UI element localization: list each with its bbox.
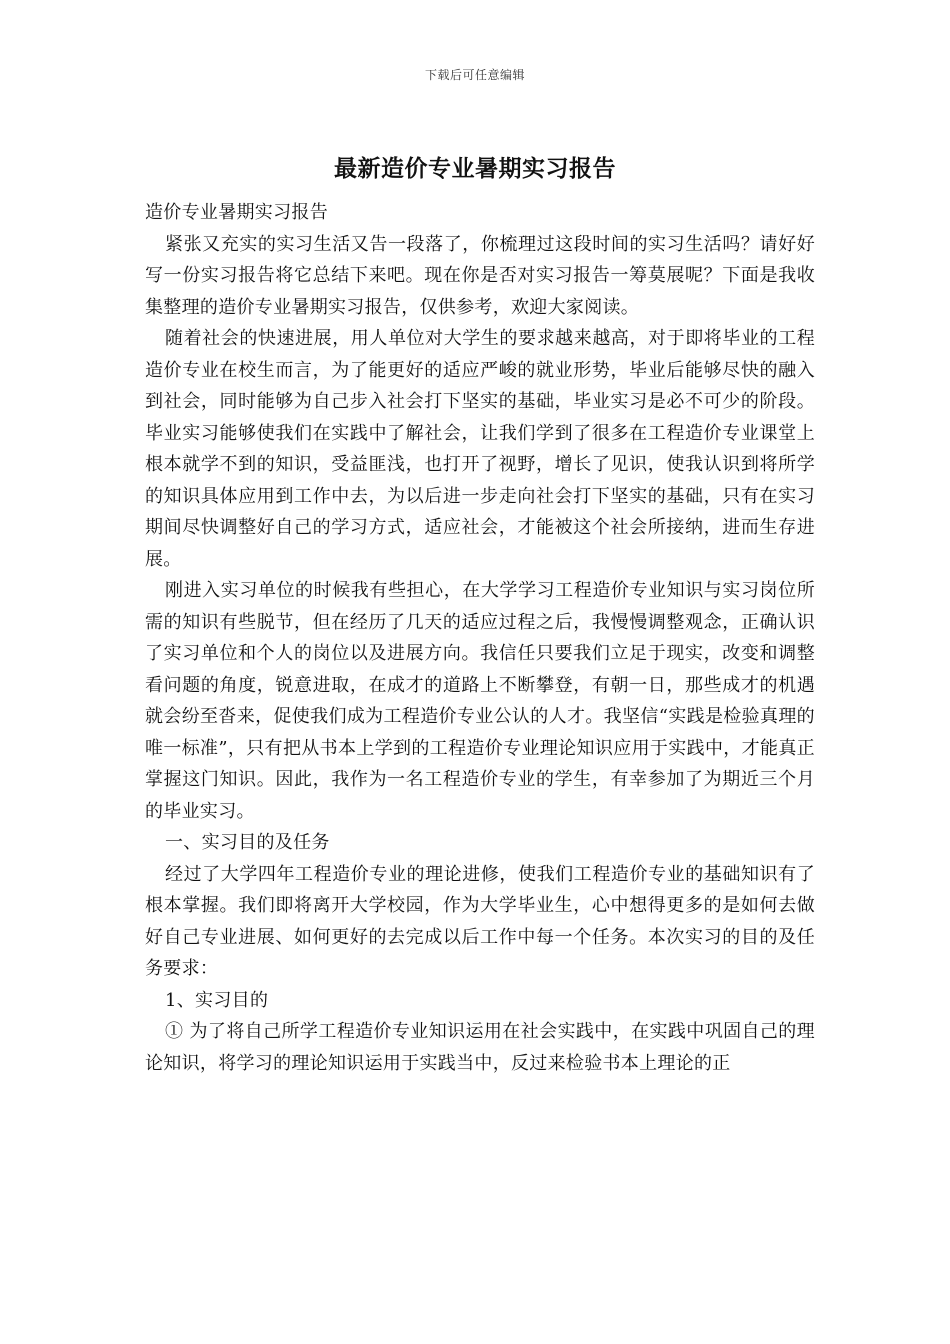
subsection-heading: 1、实习目的 [165, 989, 269, 1011]
section-heading: 一、实习目的及任务 [165, 832, 330, 853]
report-subtitle: 造价专业暑期实习报告 [145, 202, 328, 223]
body-paragraph: ① 为了将自己所学工程造价专业知识运用在社会实践中，在实践中巩固自己的理论知识，将学习的理论知识运用于实践当中，反过来检验书本上理论的正 [145, 1021, 815, 1074]
header-note: 下载后可任意编辑 [424, 68, 525, 82]
document-title: 最新造价专业暑期实习报告 [334, 155, 616, 182]
body-paragraph: 紧张又充实的实习生活又告一段落了，你梳理过这段时间的实习生活吗？请好好写一份实习报告将它总结下来吧。现在你是否对实习报告一筹莫展呢？下面是我收集整理的造价专业暑期实习报告，仅供参考，欢迎大家阅读。 [145, 233, 815, 318]
document-body [145, 197, 815, 1079]
body-paragraph: 经过了大学四年工程造价专业的理论进修，使我们工程造价专业的基础知识有了根本掌握。我们即将离开大学校园，作为大学毕业生，心中想得更多的是如何去做好自己专业进展、如何更好的去完成以后工作中每一个任务。本次实习的目的及任务要求： [145, 863, 815, 979]
body-paragraph: 刚进入实习单位的时候我有些担心，在大学学习工程造价专业知识与实习岗位所需的知识有些脱节，但在经历了几天的适应过程之后，我慢慢调整观念，正确认识了实习单位和个人的岗位以及进展方向。我信任只要我们立足于现实，改变和调整看问题的角度，锐意进取，在成才的道路上不断攀登，有朝一日，那些成才的机遇就会纷至沓来，促使我们成为工程造价专业公认的人才。我坚信“实践是检验真理的唯一标准”，只有把从书本上学到的工程造价专业理论知识应用于实践中，才能真正掌握这门知识。因此，我作为一名工程造价专业的学生，有幸参加了为期近三个月的毕业实习。 [145, 580, 815, 822]
body-paragraph: 随着社会的快速进展，用人单位对大学生的要求越来越高，对于即将毕业的工程造价专业在校生而言，为了能更好的适应严峻的就业形势，毕业后能够尽快的融入到社会，同时能够为自己步入社会打下坚实的基础，毕业实习是必不可少的阶段。毕业实习能够使我们在实践中了解社会，让我们学到了很多在工程造价专业课堂上根本就学不到的知识，受益匪浅，也打开了视野，增长了见识，使我认识到将所学的知识具体应用到工作中去，为以后进一步走向社会打下坚实的基础，只有在实习期间尽快调整好自己的学习方式，适应社会，才能被这个社会所接纳，进而生存进展。 [145, 328, 815, 570]
